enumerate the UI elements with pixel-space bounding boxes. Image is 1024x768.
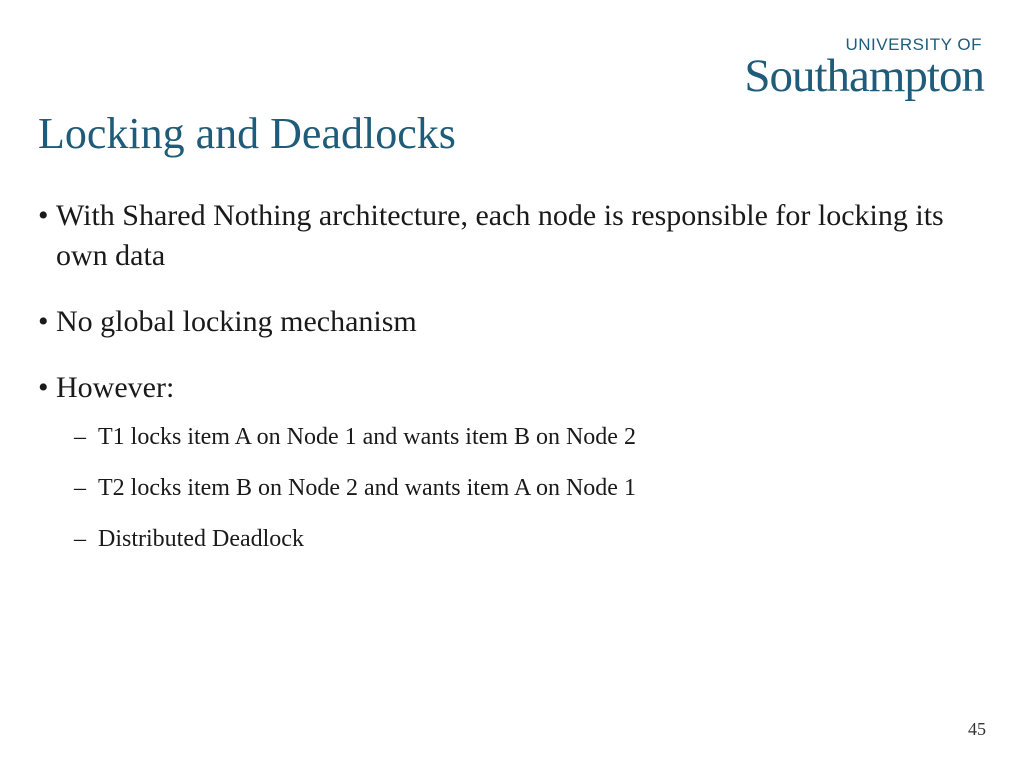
sub-bullet-marker: – (74, 475, 86, 501)
bullet-marker: • (38, 305, 49, 338)
university-logo (744, 35, 984, 102)
bullet-list (38, 196, 968, 575)
bullet-text: With Shared Nothing architecture, each node is responsible for locking its own data (56, 199, 944, 272)
logo-southampton: Southampton (744, 50, 984, 102)
bullet-text: No global locking mechanism (56, 305, 417, 338)
bullet-marker: • (38, 199, 49, 232)
bullet-text: However: (56, 371, 175, 404)
bullet-item (38, 196, 968, 276)
sub-bullet-marker: – (74, 424, 86, 450)
sub-bullet-text: T1 locks item A on Node 1 and wants item B on Node 2 (98, 424, 636, 450)
sub-bullet-text: T2 locks item B on Node 2 and wants item A on Node 1 (98, 475, 636, 501)
sub-bullet-item (74, 422, 968, 452)
logo-university-of: UNIVERSITY OF (845, 35, 982, 54)
page-number: 45 (968, 719, 986, 739)
sub-bullet-item (74, 473, 968, 503)
bullet-item (38, 368, 968, 408)
bullet-marker: • (38, 371, 49, 404)
bullet-item (38, 302, 968, 342)
sub-bullet-text: Distributed Deadlock (98, 526, 304, 552)
sub-bullet-item (74, 524, 968, 554)
sub-bullet-list (38, 422, 968, 554)
sub-bullet-marker: – (74, 526, 86, 552)
slide-title: Locking and Deadlocks (38, 109, 456, 158)
